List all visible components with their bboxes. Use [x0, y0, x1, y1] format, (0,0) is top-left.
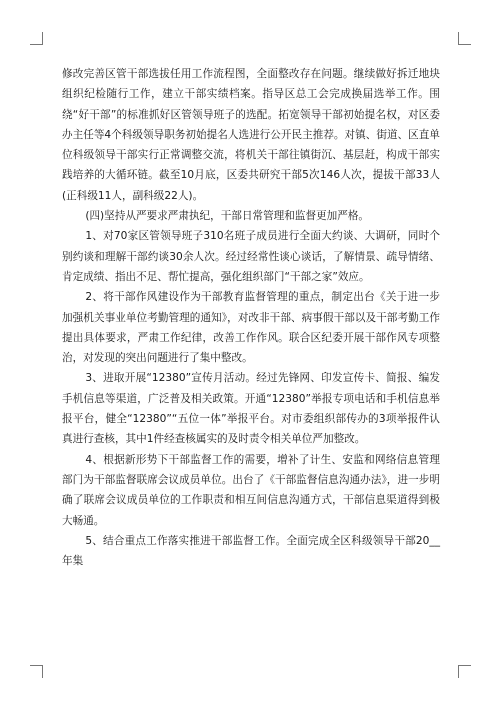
- crop-mark-bottom-right: [458, 665, 471, 678]
- paragraph-item-1: 1、对70家区管领导班子310名班子成员进行全面大约谈、大调研，同时个别约谈和理解干部约谈30余人次。经过经常性谈心谈话，了解情景、疏导情绪、肯定成绩、指出不足、帮忙提高，强化组织部门“干部之家”效应。: [62, 230, 440, 283]
- crop-mark-bottom-left: [30, 665, 43, 678]
- paragraph-item-3: 3、进取开展“12380”宣传月活动。经过先锋网、印发宣传卡、简报、编发手机信息等渠道，广泛普及相关政策。开通“12380”举报专项电话和手机信息举报平台，健全“12380”“五位一体”举报平台。对市委组织部传办的3项举报件认真进行查核，其中1件经查核属实的及时责令相关单位严加整改。: [62, 372, 440, 446]
- document-body: [62, 64, 440, 571]
- section-heading: (四)坚持从严要求严肃执纪，干部日常管理和监督更加严格。: [85, 210, 370, 223]
- paragraph-item-4: 4、根据新形势下干部监督工作的需要，增补了计生、安监和网络信息管理部门为干部监督联席会议成员单位。出台了《干部监督信息沟通办法》，进一步明确了联席会议成员单位的工作职责和相互间信息沟通方式，干部信息渠道得到极大畅通。: [62, 453, 440, 527]
- crop-mark-top-left: [30, 32, 43, 45]
- paragraph-item-5: 5、结合重点工作落实推进干部监督工作。全面完成全区科级领导干部20__年集: [62, 534, 440, 568]
- paragraph-item-2: 2、将干部作风建设作为干部教育监督管理的重点，制定出台《关于进一步加强机关事业单位考勤管理的通知》，对改非干部、病事假干部以及干部考勤工作提出具体要求，严肃工作纪律，改善工作作风。联合区纪委开展干部作风专项整治，对发现的突出问题进行了集中整改。: [62, 291, 440, 365]
- crop-mark-top-right: [458, 32, 471, 45]
- paragraph-continuation: 修改完善区管干部选拔任用工作流程图，全面整改存在问题。继续做好拆迁地块组织纪检随行工作，建立干部实绩档案。指导区总工会完成换届选举工作。围绕“好干部”的标准抓好区管领导班子的选配。拓宽领导干部初始提名权，对区委办主任等4个科级领导职务初始提名人选进行公开民主推荐。对镇、街道、区直单位科级领导干部实行正常调整交流，将机关干部往镇街沉、基层赶，构成干部实践培养的大循环链。截至10月底，区委共研究干部5次146人次，提拔干部33人(正科级11人，副科级22人)。: [62, 68, 440, 202]
